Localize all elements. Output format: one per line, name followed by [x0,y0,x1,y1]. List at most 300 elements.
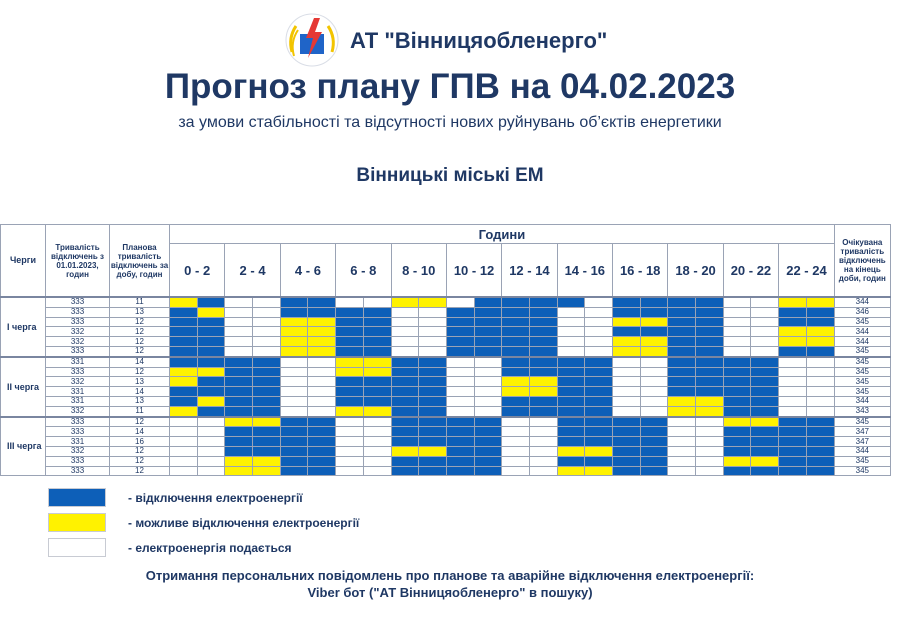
schedule-cell [751,346,779,356]
planned-cell: 14 [110,387,170,397]
schedule-cell [696,377,724,387]
schedule-cell [668,417,696,427]
table-row [1,337,891,347]
schedule-cell [280,346,308,356]
schedule-cell [308,446,336,456]
schedule-cell [363,427,391,437]
schedule-cell [613,387,641,397]
schedule-cell [640,367,668,377]
schedule-cell [779,337,807,347]
schedule-cell [474,456,502,466]
schedule-cell [557,327,585,337]
schedule-cell [197,317,225,327]
schedule-cell [696,297,724,307]
schedule-cell [502,387,530,397]
schedule-cell [170,327,198,337]
schedule-cell [391,337,419,347]
duration-cell: 333 [46,317,110,327]
schedule-cell [585,327,613,337]
schedule-cell [391,406,419,416]
col-expected-header: Очікувана тривалість відключень на кінець доби, годин [834,225,890,298]
schedule-cell [336,367,364,377]
planned-cell: 14 [110,357,170,367]
schedule-cell [529,466,557,476]
schedule-cell [446,337,474,347]
schedule-cell [613,297,641,307]
schedule-cell [557,406,585,416]
schedule-cell [557,466,585,476]
schedule-cell [419,417,447,427]
schedule-cell [446,417,474,427]
schedule-cell [696,357,724,367]
planned-cell: 16 [110,437,170,447]
schedule-cell [391,357,419,367]
schedule-cell [696,437,724,447]
schedule-cell [474,437,502,447]
schedule-cell [280,406,308,416]
planned-cell: 12 [110,317,170,327]
schedule-cell [197,406,225,416]
schedule-cell [585,427,613,437]
schedule-cell [474,427,502,437]
schedule-cell [446,466,474,476]
schedule-cell [585,367,613,377]
schedule-cell [668,317,696,327]
schedule-cell [751,377,779,387]
schedule-cell [640,307,668,317]
company-name: АТ "Вінницяобленерго" [350,28,608,53]
expected-cell: 345 [834,417,890,427]
schedule-cell [446,437,474,447]
schedule-cell [529,387,557,397]
schedule-cell [557,367,585,377]
schedule-cell [529,406,557,416]
schedule-cell [779,357,807,367]
schedule-cell [502,357,530,367]
schedule-cell [225,307,253,317]
slot-header: 10 - 12 [446,244,501,298]
schedule-cell [363,367,391,377]
schedule-cell [391,307,419,317]
schedule-cell [640,427,668,437]
schedule-cell [308,456,336,466]
schedule-cell [668,427,696,437]
expected-cell: 344 [834,396,890,406]
schedule-cell [529,427,557,437]
schedule-cell [419,317,447,327]
hours-header: Години [170,225,835,244]
schedule-cell [806,456,834,466]
schedule-cell [502,317,530,327]
schedule-cell [363,357,391,367]
schedule-cell [253,406,281,416]
table-row [1,437,891,447]
schedule-cell [640,437,668,447]
schedule-cell [253,437,281,447]
schedule-cell [308,357,336,367]
schedule-cell [225,417,253,427]
schedule-cell [446,377,474,387]
schedule-cell [696,327,724,337]
schedule-cell [363,387,391,397]
schedule-cell [502,297,530,307]
schedule-cell [363,337,391,347]
schedule-cell [557,317,585,327]
table-row [1,346,891,356]
schedule-cell [280,387,308,397]
table-row [1,387,891,397]
planned-cell: 12 [110,466,170,476]
schedule-cell [613,307,641,317]
schedule-cell [779,387,807,397]
schedule-cell [170,417,198,427]
schedule-cell [391,437,419,447]
schedule-cell [502,346,530,356]
schedule-cell [557,437,585,447]
schedule-cell [197,417,225,427]
schedule-cell [225,346,253,356]
schedule-cell [280,456,308,466]
schedule-cell [363,446,391,456]
schedule-cell [529,357,557,367]
schedule-cell [723,406,751,416]
schedule-cell [197,446,225,456]
header [0,8,900,68]
schedule-cell [474,377,502,387]
schedule-cell [668,307,696,317]
col-duration-header: Тривалість відключень з 01.01.2023, годин [46,225,110,298]
schedule-cell [779,327,807,337]
schedule-cell [308,437,336,447]
schedule-cell [225,367,253,377]
schedule-cell [280,417,308,427]
schedule-cell [363,406,391,416]
schedule-cell [806,417,834,427]
schedule-cell [419,427,447,437]
col-queue-header: Черги [1,225,46,298]
duration-cell: 333 [46,427,110,437]
schedule-cell [336,346,364,356]
schedule-cell [446,357,474,367]
schedule-cell [502,456,530,466]
expected-cell: 345 [834,466,890,476]
expected-cell: 343 [834,406,890,416]
schedule-cell [640,387,668,397]
schedule-cell [308,337,336,347]
schedule-cell [253,446,281,456]
schedule-cell [336,417,364,427]
schedule-cell [170,346,198,356]
schedule-cell [806,367,834,377]
schedule-cell [308,427,336,437]
schedule-cell [640,396,668,406]
schedule-cell [280,357,308,367]
schedule-cell [668,327,696,337]
schedule-cell [502,367,530,377]
schedule-cell [336,456,364,466]
schedule-cell [446,307,474,317]
schedule-cell [197,337,225,347]
schedule-cell [806,297,834,307]
schedule-cell [751,387,779,397]
schedule-cell [419,396,447,406]
schedule-cell [696,396,724,406]
schedule-cell [474,367,502,377]
footer-line-1: Отримання персональних повідомлень про планове та аварійне відключення електроенергії: [145,568,755,583]
schedule-cell [474,357,502,367]
schedule-cell [751,327,779,337]
schedule-cell [751,297,779,307]
planned-cell: 12 [110,367,170,377]
schedule-cell [336,387,364,397]
slot-header: 4 - 6 [280,244,335,298]
schedule-cell [723,337,751,347]
schedule-cell [336,327,364,337]
schedule-cell [308,327,336,337]
duration-cell: 333 [46,466,110,476]
schedule-cell [696,346,724,356]
schedule-cell [779,437,807,447]
schedule-cell [419,367,447,377]
schedule-cell [585,396,613,406]
schedule-cell [668,297,696,307]
schedule-cell [170,406,198,416]
schedule-cell [253,456,281,466]
schedule-cell [585,357,613,367]
schedule-body [1,297,891,476]
schedule-cell [502,437,530,447]
schedule-cell [308,297,336,307]
schedule-cell [474,317,502,327]
planned-cell: 13 [110,307,170,317]
schedule-cell [529,367,557,377]
schedule-cell [613,466,641,476]
schedule-cell [806,346,834,356]
expected-cell: 345 [834,456,890,466]
schedule-cell [751,406,779,416]
schedule-cell [336,396,364,406]
schedule-cell [474,307,502,317]
schedule-cell [280,437,308,447]
schedule-cell [363,417,391,427]
schedule-cell [723,297,751,307]
slot-header: 14 - 16 [557,244,612,298]
schedule-cell [529,377,557,387]
schedule-cell [779,377,807,387]
schedule-cell [391,367,419,377]
schedule-cell [197,466,225,476]
schedule-cell [170,367,198,377]
schedule-cell [336,466,364,476]
duration-cell: 333 [46,346,110,356]
schedule-cell [806,427,834,437]
schedule-cell [474,327,502,337]
schedule-cell [225,406,253,416]
schedule-cell [640,466,668,476]
table-row [1,427,891,437]
schedule-cell [696,387,724,397]
schedule-cell [419,377,447,387]
schedule-cell [391,456,419,466]
table-row [1,466,891,476]
schedule-cell [529,417,557,427]
planned-cell: 12 [110,327,170,337]
schedule-cell [253,327,281,337]
schedule-cell [474,396,502,406]
schedule-cell [751,466,779,476]
schedule-cell [419,456,447,466]
schedule-cell [723,307,751,317]
duration-cell: 333 [46,367,110,377]
schedule-cell [474,446,502,456]
schedule-cell [696,446,724,456]
schedule-cell [640,317,668,327]
schedule-cell [779,466,807,476]
expected-cell: 344 [834,297,890,307]
schedule-cell [170,427,198,437]
schedule-cell [336,337,364,347]
legend-item-off [48,488,548,507]
schedule-cell [779,346,807,356]
schedule-cell [336,357,364,367]
legend-swatch-on [48,538,106,557]
schedule-cell [197,427,225,437]
schedule-cell [308,396,336,406]
schedule-cell [529,327,557,337]
schedule-cell [474,346,502,356]
schedule-cell [613,346,641,356]
schedule-cell [253,417,281,427]
planned-cell: 11 [110,406,170,416]
expected-cell: 347 [834,427,890,437]
schedule-cell [225,357,253,367]
schedule-cell [806,307,834,317]
duration-cell: 333 [46,297,110,307]
schedule-cell [336,317,364,327]
schedule-cell [446,427,474,437]
schedule-cell [668,377,696,387]
schedule-cell [806,446,834,456]
schedule-cell [751,427,779,437]
schedule-cell [308,387,336,397]
schedule-cell [197,377,225,387]
duration-cell: 332 [46,446,110,456]
schedule-cell [779,297,807,307]
schedule-cell [779,396,807,406]
schedule-cell [308,417,336,427]
schedule-cell [225,377,253,387]
schedule-cell [613,456,641,466]
schedule-cell [280,367,308,377]
duration-cell: 331 [46,437,110,447]
schedule-cell [529,437,557,447]
schedule-cell [779,367,807,377]
schedule-cell [806,357,834,367]
schedule-cell [419,307,447,317]
schedule-cell [668,346,696,356]
schedule-cell [474,406,502,416]
legend-label-off: - відключення електроенергії [128,491,303,505]
slot-header: 16 - 18 [613,244,668,298]
schedule-cell [723,387,751,397]
schedule-cell [253,387,281,397]
table-row [1,367,891,377]
schedule-cell [585,317,613,327]
schedule-cell [557,427,585,437]
planned-cell: 12 [110,337,170,347]
expected-cell: 345 [834,317,890,327]
schedule-cell [779,456,807,466]
schedule-cell [170,317,198,327]
schedule-cell [751,337,779,347]
schedule-cell [751,367,779,377]
schedule-cell [557,456,585,466]
expected-cell: 347 [834,437,890,447]
schedule-cell [419,466,447,476]
schedule-cell [253,317,281,327]
schedule-cell [225,427,253,437]
queue-label: II черга [1,357,46,417]
schedule-cell [557,357,585,367]
legend-item-on [48,538,548,557]
duration-cell: 332 [46,377,110,387]
schedule-cell [668,396,696,406]
schedule-cell [585,337,613,347]
schedule-cell [640,406,668,416]
table-row [1,446,891,456]
schedule-cell [419,327,447,337]
schedule-cell [723,466,751,476]
schedule-cell [446,387,474,397]
schedule-cell [170,396,198,406]
schedule-cell [668,387,696,397]
schedule-cell [751,396,779,406]
schedule-cell [502,406,530,416]
schedule-cell [308,307,336,317]
expected-cell: 345 [834,346,890,356]
schedule-cell [170,307,198,317]
table-row [1,317,891,327]
schedule-cell [391,377,419,387]
schedule-cell [640,357,668,367]
duration-cell: 333 [46,307,110,317]
table-row [1,456,891,466]
expected-cell: 344 [834,337,890,347]
schedule-cell [308,346,336,356]
legend-swatch-off [48,488,106,507]
schedule-cell [696,456,724,466]
schedule-cell [197,346,225,356]
duration-cell: 331 [46,357,110,367]
schedule-cell [446,317,474,327]
planned-cell: 12 [110,346,170,356]
expected-cell: 345 [834,357,890,367]
schedule-cell [751,456,779,466]
schedule-cell [336,427,364,437]
schedule-cell [446,327,474,337]
expected-cell: 345 [834,377,890,387]
schedule-cell [806,387,834,397]
schedule-cell [225,396,253,406]
schedule-cell [751,317,779,327]
schedule-cell [613,327,641,337]
schedule-cell [640,337,668,347]
col-planned-header: Планова тривалість відключень за добу, годин [110,225,170,298]
schedule-cell [391,396,419,406]
schedule-cell [419,337,447,347]
schedule-cell [225,337,253,347]
schedule-cell [557,297,585,307]
